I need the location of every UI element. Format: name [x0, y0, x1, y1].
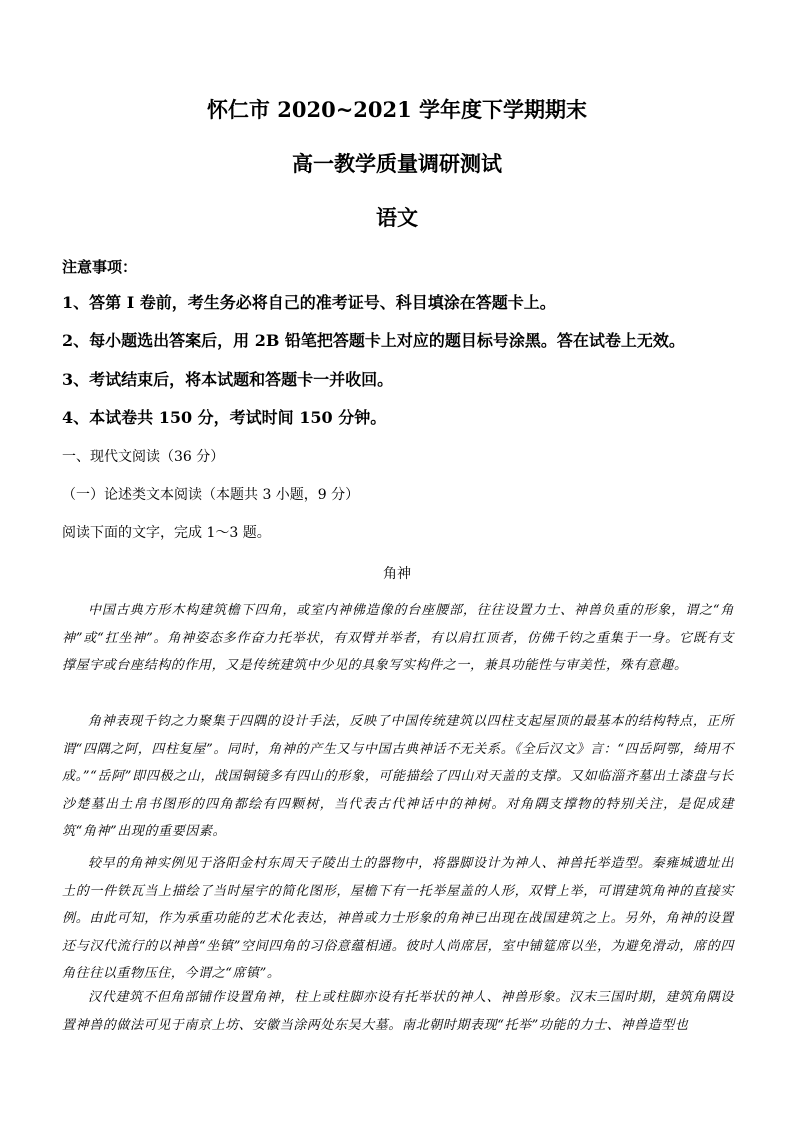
article-paragraph: 汉代建筑不但角部铺作设置角神，柱上或柱脚亦设有托举状的神人、神兽形象。汉末三国时期，建筑角隅设置神兽的做法可见于南京上坊、安徽当涂两处东吴大墓。南北朝时期表现“托举”功能的力士、神兽造型也 [62, 990, 734, 1033]
notice-item: 2、每小题选出答案后，用 2B 铅笔把答题卡上对应的题目标号涂黑。答在试卷上无效。 [62, 331, 685, 350]
article-paragraph: 较早的角神实例见于洛阳金村东周天子陵出土的器物中，将器脚设计为神人、神兽托举造型。秦雍城遗址出土的一件铁瓦当上描绘了当时屋宇的简化图形，屋檐下有一托举屋盖的人形，双臂上举，可谓建筑角神的直接实例。由此可知，作为承重功能的艺术化表达，神兽或力士形象的角神已出现在战国建筑之上。另外，角神的设置还与汉代流行的以神兽“坐镇”空间四角的习俗意蕴相通。彼时人尚席居，室中铺筵席以坐，为避免滑动，席的四角往往以重物压住，今谓之“席镇”。 [62, 856, 734, 982]
notice-heading: 注意事项： [62, 258, 138, 276]
part-title: 一、现代文阅读（36 分） [62, 449, 225, 465]
notice-item: 4、本试卷共 150 分，考试时间 150 分钟。 [62, 408, 387, 427]
notice-item: 3、考试结束后，将本试题和答题卡一并收回。 [62, 370, 394, 389]
article-title: 角神 [383, 566, 411, 582]
subpart-title: （一）论述类文本阅读（本题共 3 小题，9 分） [62, 487, 360, 503]
exam-title: 怀仁市 2020~2021 学年度下学期期末 [206, 97, 588, 122]
article-paragraph: 角神表现千钧之力聚集于四隅的设计手法，反映了中国传统建筑以四柱支起屋顶的最基本的结构特点，正所谓“四隅之阿，四柱复屋”。同时，角神的产生又与中国古典神话不无关系。《全后汉文》言：“四岳阿鄂，绮用不成。”“岳阿”即四极之山，战国铜镜多有四山的形象，可能描绘了四山对天盖的支撑。又如临淄齐墓出土漆盘与长沙楚墓出土帛书图形的四角都绘有四颗树，当代表古代神话中的神树。对角隅支撑物的特别关注，是促成建筑“角神”出现的重要因素。 [62, 714, 734, 840]
reading-instruction: 阅读下面的文字，完成 1～3 题。 [62, 525, 271, 541]
notice-item: 1、答第 I 卷前，考生务必将自己的准考证号、科目填涂在答题卡上。 [62, 293, 556, 312]
subject-title: 语文 [376, 205, 418, 230]
exam-subtitle: 高一教学质量调研测试 [292, 151, 502, 176]
article-paragraph: 中国古典方形木构建筑檐下四角，或室内神佛造像的台座腰部，往往设置力士、神兽负重的形象，谓之“角神”或“扛坐神”。角神姿态多作奋力托举状，有双臂并举者，有以肩扛顶者，仿佛千钧之重集于一身。它既有支撑屋宇或台座结构的作用，又是传统建筑中少见的具象写实构件之一，兼具功能性与审美性，殊有意趣。 [62, 603, 734, 674]
